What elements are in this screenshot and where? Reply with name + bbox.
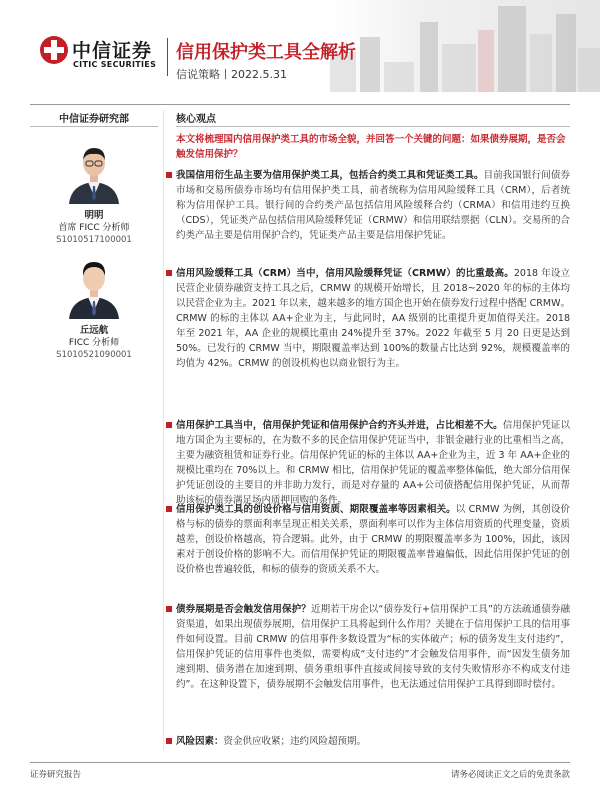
- analyst-photo-icon: [65, 140, 123, 204]
- report-title: 信用保护类工具全解析: [176, 42, 356, 63]
- analyst-name: 明明: [84, 210, 104, 221]
- brand-name-en: CITIC SECURITIES: [73, 60, 157, 69]
- sidebar-rule: [30, 126, 158, 127]
- paragraph-lead: 信用风险缓释工具（CRM）当中，信用风险缓释凭证（CRMW）的比重最高。: [176, 268, 514, 279]
- analyst-photo-icon: [65, 255, 123, 319]
- analyst-role: FICC 分析师: [68, 338, 120, 348]
- bullet-square-icon: [166, 270, 172, 276]
- title-divider: [167, 38, 168, 76]
- analyst-cert: S1010517100001: [56, 235, 132, 245]
- key-points-rule: [176, 126, 570, 127]
- report-subtitle: 信说策略丨2022.5.31: [176, 68, 287, 81]
- bullet-square-icon: [166, 506, 172, 512]
- paragraph-body: 近期若干房企以“债券发行+信用保护工具”的方法疏通债券融资渠道，如果出现债券展期，信用保护工具将起到什么作用？关键在于信用保护工具的信用事件如何设置。目前 CRMW 的信用事件多数设置为“标的实体破产；标的债务发生支付违约”，信用保护凭证的信用事件也类似，需要构成“支付违约”才会触发信用事件，而“因发生债务加速到期、债务潜在加速到期、债务重组事件直接或间接导致的支付失败情形亦不构成支付违约”。在这种设置下，债券展期不会触发信用事件，也无法通过信用保护工具得到即时偿付。: [176, 604, 570, 690]
- analyst-card: [30, 255, 158, 361]
- paragraph-body: 目前我国银行间债券市场和交易所债券市场均有信用保护类工具，前者统称为信用风险缓释工具（CRM），后者统称为信用保护工具。银行间的合约类产品包括信用风险缓释合约（CRMA）和信用违约互换（CDS），凭证类产品包括信用风险缓释凭证（CRMW）和信用联结票据（CLN）。交易所的合约类产品主要是信用保护合约，凭证类产品主要是信用保护凭证。: [176, 170, 570, 241]
- footer-rule: [30, 762, 570, 763]
- key-point-paragraph: [176, 502, 570, 577]
- intro-paragraph: 本文将梳理国内信用保护类工具的市场全貌，并回答一个关键的问题：如果债券展期，是否会触发信用保护？: [176, 134, 566, 160]
- key-point-paragraph: [176, 602, 570, 692]
- paragraph-body: 2018 年设立民营企业债券融资支持工具之后，CRMW 的规模开始增长，且 2018~2020 年的标的主体均以民营企业为主。2021 年以来，越来越多的地方国企也开始在债券发行过程中搭配 CRMW。CRMW 的标的主体以 AA+企业为主，与此同时，AA 级别的比重提升更加值得关注。2018 年至 2021 年，AA 企业的规模比重由 24%提升至 37%。2022 年截至 5 月 20 日更是达到 50%。已发行的 CRMW 当中，期限覆盖率达到 100%的数量占比达到 92%，规模覆盖率的均值为 42%。CRMW 的创设机构也以商业银行为主。: [176, 268, 570, 369]
- paragraph-lead: 信用保护工具当中，信用保护凭证和信用保护合约齐头并进，占比相差不大。: [176, 420, 503, 431]
- footer-disclaimer: 请务必阅读正文之后的免责条款: [450, 770, 570, 780]
- citic-logo-icon: [40, 36, 68, 64]
- department-label: 中信证券研究部: [59, 114, 129, 125]
- key-point-paragraph: [176, 418, 570, 508]
- paragraph-lead: 信用保护类工具的创设价格与信用资质、期限覆盖率等因素相关。: [176, 504, 456, 515]
- paragraph-lead: 我国信用衍生品主要为信用保护类工具，包括合约类工具和凭证类工具。: [176, 170, 484, 181]
- paragraph-body: 信用保护凭证以地方国企为主要标的，在为数不多的民企信用保护凭证当中，非银金融行业的比重相当之高，主要为融资租赁和证券行业。信用保护凭证的标的主体以 AA+企业为主，近 3 年 AA+企业的规模比重均在 70%以上。和 CRMW 相比，信用保护凭证的覆盖率整体偏低，绝大部分信用保护凭证创设的主要目的并非助力发行，而是对存量的 AA+公司债搭配信用保护凭证，从而帮助该标的债券满足场内质押回购的条件。: [176, 420, 570, 506]
- brand-name-cn: 中信证券: [72, 40, 153, 62]
- paragraph-body: 资金供应收紧；违约风险超预期。: [223, 736, 367, 747]
- column-separator: [163, 110, 164, 750]
- paragraph-body: 以 CRMW 为例，其创设价格与标的债券的票面利率呈现正相关关系，票面利率可以作为主体信用资质的代理变量，资质越差，创设价格越高，符合逻辑。此外，由于 CRMW 的期限覆盖率多为 100%，因此，该因素对于创设价格的影响不大。而信用保护凭证的期限覆盖率普遍偏低，因此信用保护凭证的创设价格也普遍较低，和标的债券的资质关系不大。: [176, 504, 570, 575]
- header-rule: [30, 104, 570, 105]
- bullet-square-icon: [166, 422, 172, 428]
- analyst-role: 首席 FICC 分析师: [58, 223, 130, 233]
- risk-factors: [176, 734, 570, 749]
- key-point-paragraph: [176, 168, 570, 243]
- bullet-square-icon: [166, 172, 172, 178]
- key-points-heading: 核心观点: [176, 114, 216, 125]
- bullet-square-icon: [166, 738, 172, 744]
- key-point-paragraph: [176, 266, 570, 371]
- analyst-cert: S1010521090001: [56, 350, 132, 360]
- analyst-card: [30, 140, 158, 246]
- paragraph-lead: 债券展期是否会触发信用保护？: [176, 604, 311, 615]
- analyst-name: 丘远航: [79, 325, 109, 336]
- footer-left: 证券研究报告: [30, 770, 82, 780]
- bullet-square-icon: [166, 606, 172, 612]
- paragraph-lead: 风险因素：: [176, 736, 224, 747]
